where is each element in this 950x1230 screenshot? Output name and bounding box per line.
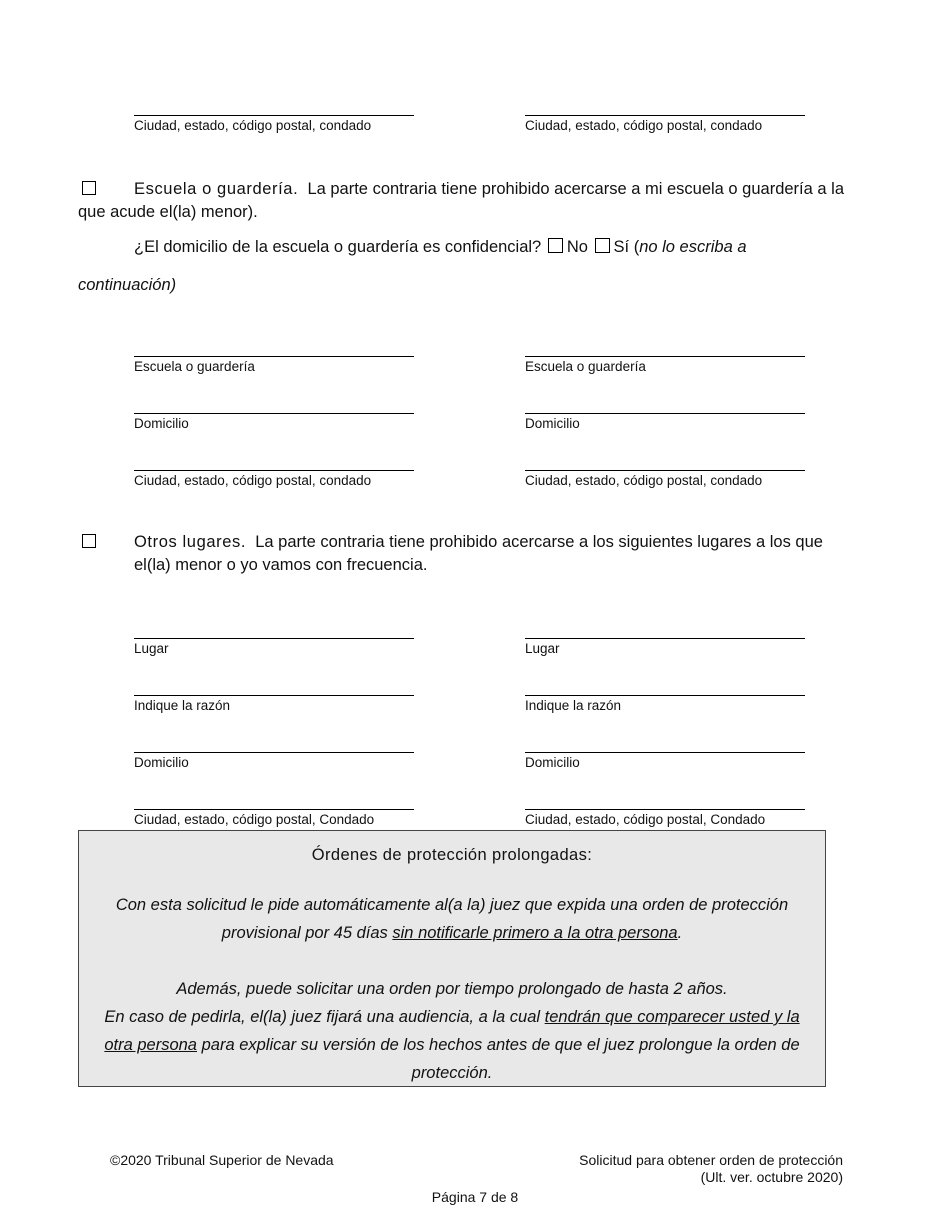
notice-underlined-text: tendrán que comparecer usted y la [544,1008,800,1026]
confidential-yes-note: no lo escriba a [639,238,747,256]
top-left-city-field[interactable] [134,115,414,134]
notice-text: Con esta solicitud le pide automáticamente al(a la) juez que expida una orden de protección [115,896,789,914]
school-line-1 [134,178,864,201]
field-label: Lugar [134,641,169,656]
field-label: Domicilio [525,755,580,770]
school-right-city-field[interactable] [525,470,805,489]
school-checkbox[interactable] [82,181,96,195]
notice-paragraph-2 [79,975,825,1087]
field-label: Indique la razón [134,698,231,713]
footer-form-title [579,1152,843,1186]
field-label: Escuela o guardería [134,359,255,374]
school-confidential-question-row [134,236,747,259]
notice-text: protección. [411,1064,493,1082]
top-right-city-field[interactable] [525,115,805,134]
field-label: Ciudad, estado, código postal, Condado [525,812,766,827]
school-right-address-field[interactable] [525,413,805,432]
school-left-city-field[interactable] [134,470,414,489]
field-label: Domicilio [134,755,189,770]
place-left-reason-field[interactable] [134,695,414,714]
field-label: Domicilio [134,416,189,431]
place-right-name-field[interactable] [525,638,805,657]
place-left-city-field[interactable] [134,809,414,828]
confidential-question: ¿El domicilio de la escuela o guardería es confidencial? [134,238,542,256]
footer-form-name: Solicitud para obtener orden de protección [579,1152,843,1168]
footer-copyright: ©2020 Tribunal Superior de Nevada [110,1152,334,1168]
confidential-note-text: continuación) [78,276,177,294]
school-right-name-field[interactable] [525,356,805,375]
other-places-checkbox[interactable] [82,534,96,548]
notice-text: . [677,924,683,942]
confidential-no-checkbox[interactable] [548,238,563,253]
notice-underlined-text: sin notificarle primero a la otra persona [392,924,678,942]
place-right-city-field[interactable] [525,809,805,828]
notice-text: provisional por 45 días [221,924,388,942]
place-left-address-field[interactable] [134,752,414,771]
field-label: Ciudad, estado, código postal, Condado [134,812,375,827]
notice-paragraph-1 [79,891,825,947]
field-label: Domicilio [525,416,580,431]
field-label: Ciudad, estado, código postal, condado [525,473,763,488]
footer-form-version: (Ult. ver. octubre 2020) [700,1169,843,1185]
confidential-no-label: No [566,238,588,256]
other-places-text: La parte contraria tiene prohibido acercarse a los siguientes lugares a los que [255,533,823,551]
notice-text: para explicar su versión de los hechos antes de que el juez prolongue la orden de [201,1036,800,1054]
field-label: Ciudad, estado, código postal, condado [525,118,763,133]
school-line-2: que acude el(la) menor). [78,203,258,221]
notice-heading: Órdenes de protección prolongadas: [311,846,593,864]
other-places-line-1 [134,531,854,554]
confidential-yes-label: Sí ( [613,238,640,256]
place-right-address-field[interactable] [525,752,805,771]
field-label: Indique la razón [525,698,622,713]
school-left-address-field[interactable] [134,413,414,432]
other-places-title: Otros lugares. [134,533,247,551]
field-label: Lugar [525,641,560,656]
school-text: La parte contraria tiene prohibido acercarse a mi escuela o guardería a la [307,180,845,198]
page-number: Página 7 de 8 [431,1189,519,1205]
place-left-name-field[interactable] [134,638,414,657]
notice-text: En caso de pedirla, el(la) juez fijará una audiencia, a la cual [104,1008,541,1026]
field-label: Ciudad, estado, código postal, condado [134,473,372,488]
confidential-note-continuation [78,274,176,297]
school-left-name-field[interactable] [134,356,414,375]
school-title: Escuela o guardería. [134,180,299,198]
field-label: Ciudad, estado, código postal, condado [134,118,372,133]
other-places-line-2: el(la) menor o yo vamos con frecuencia. [134,556,428,574]
field-label: Escuela o guardería [525,359,646,374]
notice-underlined-text: otra persona [104,1036,197,1054]
confidential-yes-checkbox[interactable] [595,238,610,253]
extended-orders-notice [78,830,826,1087]
place-right-reason-field[interactable] [525,695,805,714]
notice-text: Además, puede solicitar una orden por tiempo prolongado de hasta 2 años. [176,980,728,998]
